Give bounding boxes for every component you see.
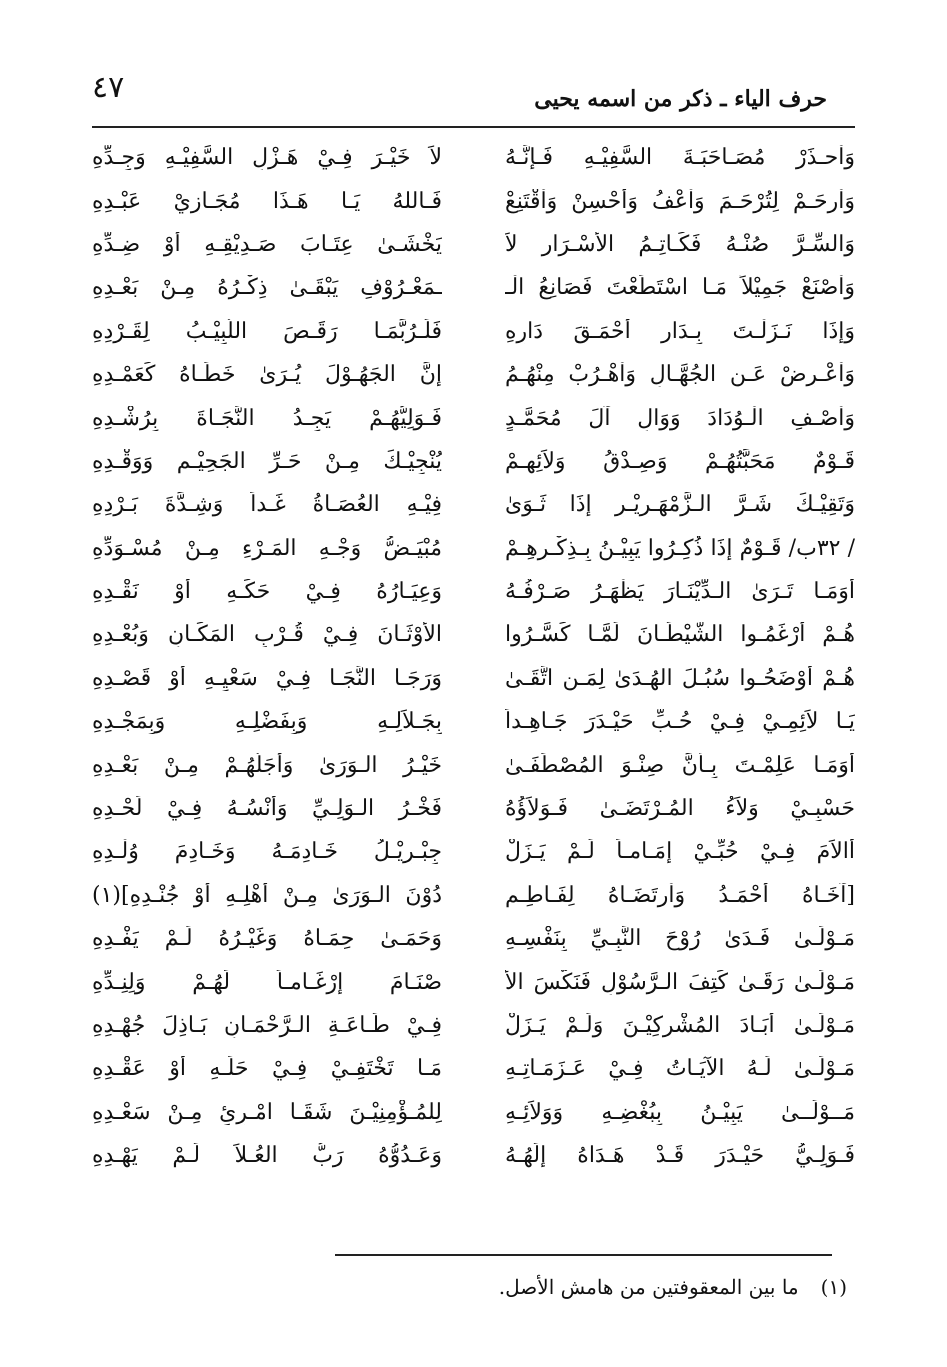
verse-second-hemistich: لاَ خَيْـرَ فِـيْ هَـزْلِ السَّفِيْـهِ وَجِـدِّهِ [92,145,442,171]
verse-line [92,613,855,656]
verse-first-hemistich: هُـمْ أَرْغَمُـوا الشَّيْطَـانَ لَمَّـا كَسَّـرُوا [505,622,855,648]
verse-line [92,266,855,309]
verse-second-hemistich: فِـيْ طَـاعَـةِ الـرَّحْمَـانِ بَـاذِلَ جُهْـدِهِ [92,1013,442,1038]
verse-second-hemistich: مَـا تَخْتَفِـيْ فِـيْ حَلِّـهِ أَوْ عَقْـدِهِ [92,1056,442,1082]
verse-first-hemistich: وَاْصْنَعْ جَمِيْلاً مَـا اسْتَطَعْتَ فَصَانِعُ الْـ [505,275,855,301]
verse-second-hemistich: وَرَجَـا النَّجَـا فِـيْ سَعْيِـهِ أَوْ قَصْـدِهِ [92,665,442,691]
verse-line [92,1134,855,1177]
verse-line [92,960,855,1003]
verse-line [92,353,855,396]
verse-line [92,1004,855,1047]
verse-line [92,223,855,266]
footnote-text: ما بين المعقوفتين من هامش الأصل. [498,1275,799,1299]
verse-line [92,917,855,960]
verse-second-hemistich: مُبْيَـضُّ وَجْـهِ المَـرْءِ مِـنْ مُسْـوَدِّهِ [92,535,442,561]
verse-line [92,700,855,743]
header-rule [92,126,855,128]
verse-line [92,179,855,222]
verse-first-hemistich: وَاْصْـفِ الْـوُدَادَ وَوَالِ آلَ مُحَمَّـدٍ [505,405,855,431]
verse-line [92,570,855,613]
verse-second-hemistich: فَلَـرُبَّمَـا رَقَـصَ اللَّبِيْـبُ لِقَـرْدِهِ [92,318,442,344]
verse-line [92,136,855,179]
verse-second-hemistich: جِبْـرِيْـلُ خَـادِمَـهُ وَخَـادِمَ وُلْـدِهِ [92,839,442,865]
verse-line [92,483,855,526]
verse-second-hemistich: وَحَمَـىٰ حِمَـاهُ وَغَيْـرُهُ لَـمْ يَفْـدِهِ [92,926,442,952]
verse-second-hemistich: خَيْـرُ الـوَرَىٰ وَأَجَلُّهُـمْ مِـنْ بَعْـدِهِ [92,752,442,778]
verse-line [92,1091,855,1134]
verse-line [92,787,855,830]
verse-second-hemistich: يَخْشَـىٰ عِتَـابَ صَـدِيْقِـهِ أَوْ ضِـدِّهِ [92,231,442,257]
verse-first-hemistich: مَـوْلَـىٰ لَـهُ الآيَـاتُ فِـيْ عَـزَمَـاتِـهِ [505,1056,855,1082]
footnote [499,1275,847,1299]
verse-second-hemistich: وَعِيَـارُهُ فِـيْ حَكِّـهِ أَوْ نَقْـدِهِ [92,579,442,605]
footnote-rule [335,1254,832,1256]
verse-line [92,657,855,700]
verse-first-hemistich: مَـوْلَـىٰ فَـدَىٰ رُوْحَ النَّبِـيِّ بِنَفْسِـهِ [505,926,855,952]
verse-first-hemistich: وَإِذَا نَـزَلْـتَ بِـدَارِ أَحْمَـقَ دَارِهِ [505,318,855,344]
verse-second-hemistich: ـمَعْـرُوْفِ يَبْقَـىٰ ذِكْـرُهُ مِـنْ بَعْـدِهِ [92,275,442,301]
verse-first-hemistich: أَوَمَـا عَلِمْـتَ بِـأَنَّ صِنْـوَ المُصْطَفَـىٰ [505,752,855,778]
verse-second-hemistich: لِلمُـؤْمِنِيْـنَ شَقَـا امْـرِئٍ مِـنْ سَعْـدِهِ [92,1099,442,1125]
verse-line [92,743,855,786]
verse-first-hemistich: هُـمْ أَوْضَحُـوا سُبُـلَ الهُـدَىٰ لِمَـنِ اتَّقَـىٰ [505,665,855,691]
verse-first-hemistich: فَـوَلِـيُّ حَيْـدَرَ قَـدْ هَـدَاهُ إِلَهُـهُ [505,1143,855,1169]
verse-second-hemistich: دُوْنَ الـوَرَىٰ مِـنْ أَهْلِـهِ أَوْ جُنْـدِهِ](١) [92,882,442,908]
verse-first-hemistich: وَالسِّـرَّ صُنْـهُ فَكَـاتِـمُ الأَسْـرَارِ لاَ [505,231,855,257]
verse-first-hemistich: يَـا لاَئِمِـيْ فِـيْ حُـبِّ حَيْـدَرَ جَـاهِـداً [505,709,855,735]
verse-second-hemistich: فَـوَلِيُّهُـمْ يَجِـدُ النَّجَـاةَ بِرُشْـدِهِ [92,405,442,431]
verse-line [92,874,855,917]
verse-second-hemistich: فَـاللهُ يَـا هَـذَا مُجَـازِيْ عَبْـدِهِ [92,188,442,214]
verse-first-hemistich: مَـوْلَـىٰ أَبَـادَ المُشْرِكِيْـنَ وَلَـمْ يَـزَلْ [505,1013,855,1038]
verse-first-hemistich: أَالاَمَ فِـيْ حُبِّـيْ إِمَـامـاً لَـمْ يَـزَلْ [505,839,855,865]
verse-line [92,830,855,873]
verse-second-hemistich: الأَوْثَـانَ فِـيْ قُـرْبِ المَكَـانِ وَبُعْـدِهِ [92,622,442,648]
footnote-marker: (١) [820,1275,847,1299]
verse-second-hemistich: وَعَـدُوُّهُ رَبُّ العُـلاَ لَـمْ يَهْـدِهِ [92,1143,442,1169]
verse-second-hemistich: فِيْـهِ العُصَـاةُ غَـداً وَشِـدَّةَ بَـرْدِهِ [92,492,442,518]
verse-first-hemistich: [آخَـاهُ أَحْمَـدُ وَاْرتَضَـاهُ لِفَـاطِـمٍ [505,882,855,908]
page-number: ٤٧ [92,70,125,105]
verse-first-hemistich: أَوَمَـا تَـرَىٰ الـدِّيْنَـارَ يَظْهَـرُ صَـرْفُـهُ [505,579,855,605]
verse-line [92,396,855,439]
verse-line [92,1047,855,1090]
verse-second-hemistich: يُنْجِيْـكَ مِـنْ حَـرِّ الجَحِيْـمِ وَوَقْـدِهِ [92,448,442,474]
verse-first-hemistich: وَاْرحَـمْ لِتُرْحَـمَ وَاْعْفُ وَأَحْسِنْ وَاْقْتَنِعْ [505,188,855,214]
verse-second-hemistich: صْنَـامَ إِرْغَـامـاً لَهُـمْ وَلِنِـدِّهِ [92,969,442,995]
verse-second-hemistich: إِنَّ الجَهُـوْلَ يُـرَىٰ خَطَـاهُ كَعَمْـدِهِ [92,362,442,388]
verse-first-hemistich: مَـوْلَـىٰ رَقَـىٰ كَتِفَ الـرَّسُوْلِ فَنَكَّسَ الأَ [505,969,855,995]
verse-first-hemistich: وَاْحـذَرْ مُصَـاحَبَـةَ السَّفِيْـهِ فَـإِنَّـهُ [505,145,855,171]
verse-first-hemistich: / ٣٢ب/ قَـوْمٌ إِذَا ذُكِـرُوا يَبِيْـنُ بِـذِكْـرِهِـمْ [505,535,855,561]
verse-first-hemistich: قَـوْمٌ مَحَبَّتُهُـمْ وَصِـدْقُ وَلاَئِهِـمْ [505,448,855,474]
verse-first-hemistich: وَاْعْـرِضْ عَـنِ الجُهَّـالِ وَاْهْـرُبْ مِنْهُـمُ [505,362,855,388]
verse-first-hemistich: وَتَقِيْـكَ شَـرَّ الـزَّمْهَـرِيْـرِ إِذَا ثَـوَىٰ [505,492,855,518]
verse-first-hemistich: مَــوْلَــىٰ يَبِيْـنُ بِبُغْضِـهِ وَوَلاَئِـهِ [505,1099,855,1125]
verse-second-hemistich: بِجَـلاَلِـهِ وَبِفَضْلِـهِ وَبِمَجْـدِهِ [92,709,442,735]
verse-line [92,310,855,353]
poem [92,136,855,1177]
verse-second-hemistich: فَخْـرُ الـوَلِـيِّ وَأُنْسُـهُ فِـيْ لَحْـدِهِ [92,796,442,822]
verse-line [92,527,855,570]
verse-first-hemistich: حَسْبِـيْ وَلاَءُ المُـرْتَضَـىٰ فَـوَلاَؤُهُ [505,796,855,822]
running-head: حرف الياء ـ ذكر من اسمه يحيى [534,86,827,112]
verse-line [92,440,855,483]
